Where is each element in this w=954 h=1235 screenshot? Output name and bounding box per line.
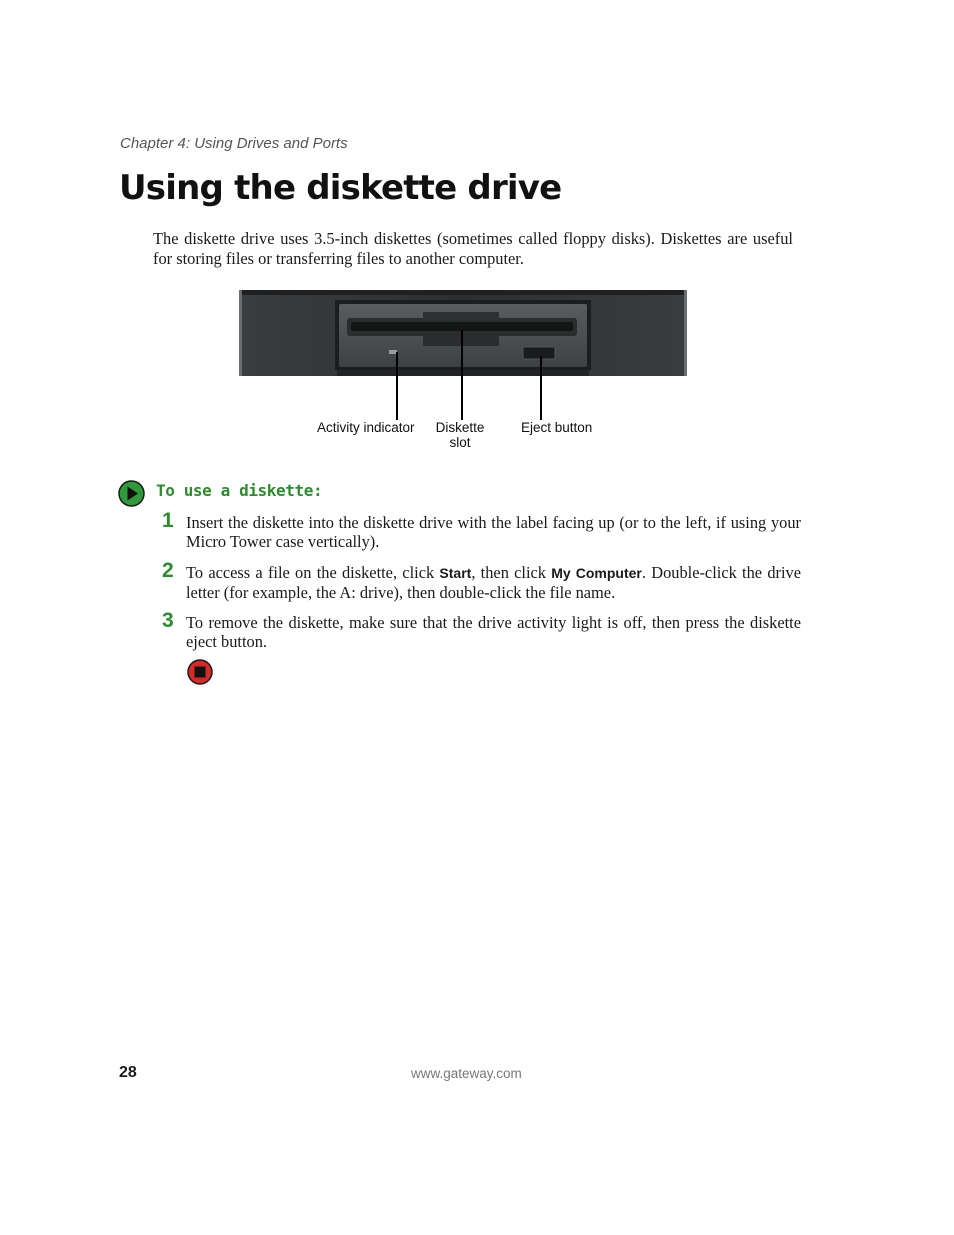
play-arrow-icon (118, 480, 145, 507)
activity-indicator-label: Activity indicator (317, 420, 415, 435)
footer-url: www.gateway.com (411, 1066, 522, 1081)
step-text (186, 563, 801, 602)
step-text-part: To access a file on the diskette, click (186, 563, 440, 582)
step-text: To remove the diskette, make sure that the drive activity light is off, then press the diskette eject button. (186, 613, 801, 651)
running-header: Chapter 4: Using Drives and Ports (120, 135, 348, 152)
my-computer-term: My Computer (551, 565, 642, 581)
start-menu-term: Start (439, 565, 472, 581)
procedure-heading: To use a diskette: (156, 481, 323, 500)
step-number: 1 (162, 509, 174, 532)
activity-indicator-callout-line (396, 352, 398, 420)
eject-button-label: Eject button (521, 420, 593, 435)
page-number: 28 (119, 1064, 137, 1081)
step-number: 2 (162, 559, 174, 582)
step-text-part: , then click (471, 563, 552, 582)
step-text: Insert the diskette into the diskette drive with the label facing up (or to the left, if using your Micro Tower case vertically). (186, 513, 801, 551)
diskette-slot-label (429, 420, 491, 450)
diskette-drive-photo (239, 290, 687, 376)
diskette-slot-callout-line (461, 330, 463, 420)
page-title: Using the diskette drive (119, 168, 562, 208)
intro-paragraph: The diskette drive uses 3.5-inch diskettes (sometimes called floppy disks). Diskettes are useful for storing files or transferring files to another computer. (153, 229, 793, 268)
diskette-slot-label-line1: Diskette (435, 420, 485, 435)
step-text-part: . Double-click the drive letter (for example, the A: drive), then double-click the file name. (186, 563, 801, 602)
eject-button-callout-line (540, 356, 542, 420)
diskette-slot-label-line2: slot (449, 435, 471, 450)
stop-icon (187, 659, 213, 685)
step-number: 3 (162, 609, 174, 632)
